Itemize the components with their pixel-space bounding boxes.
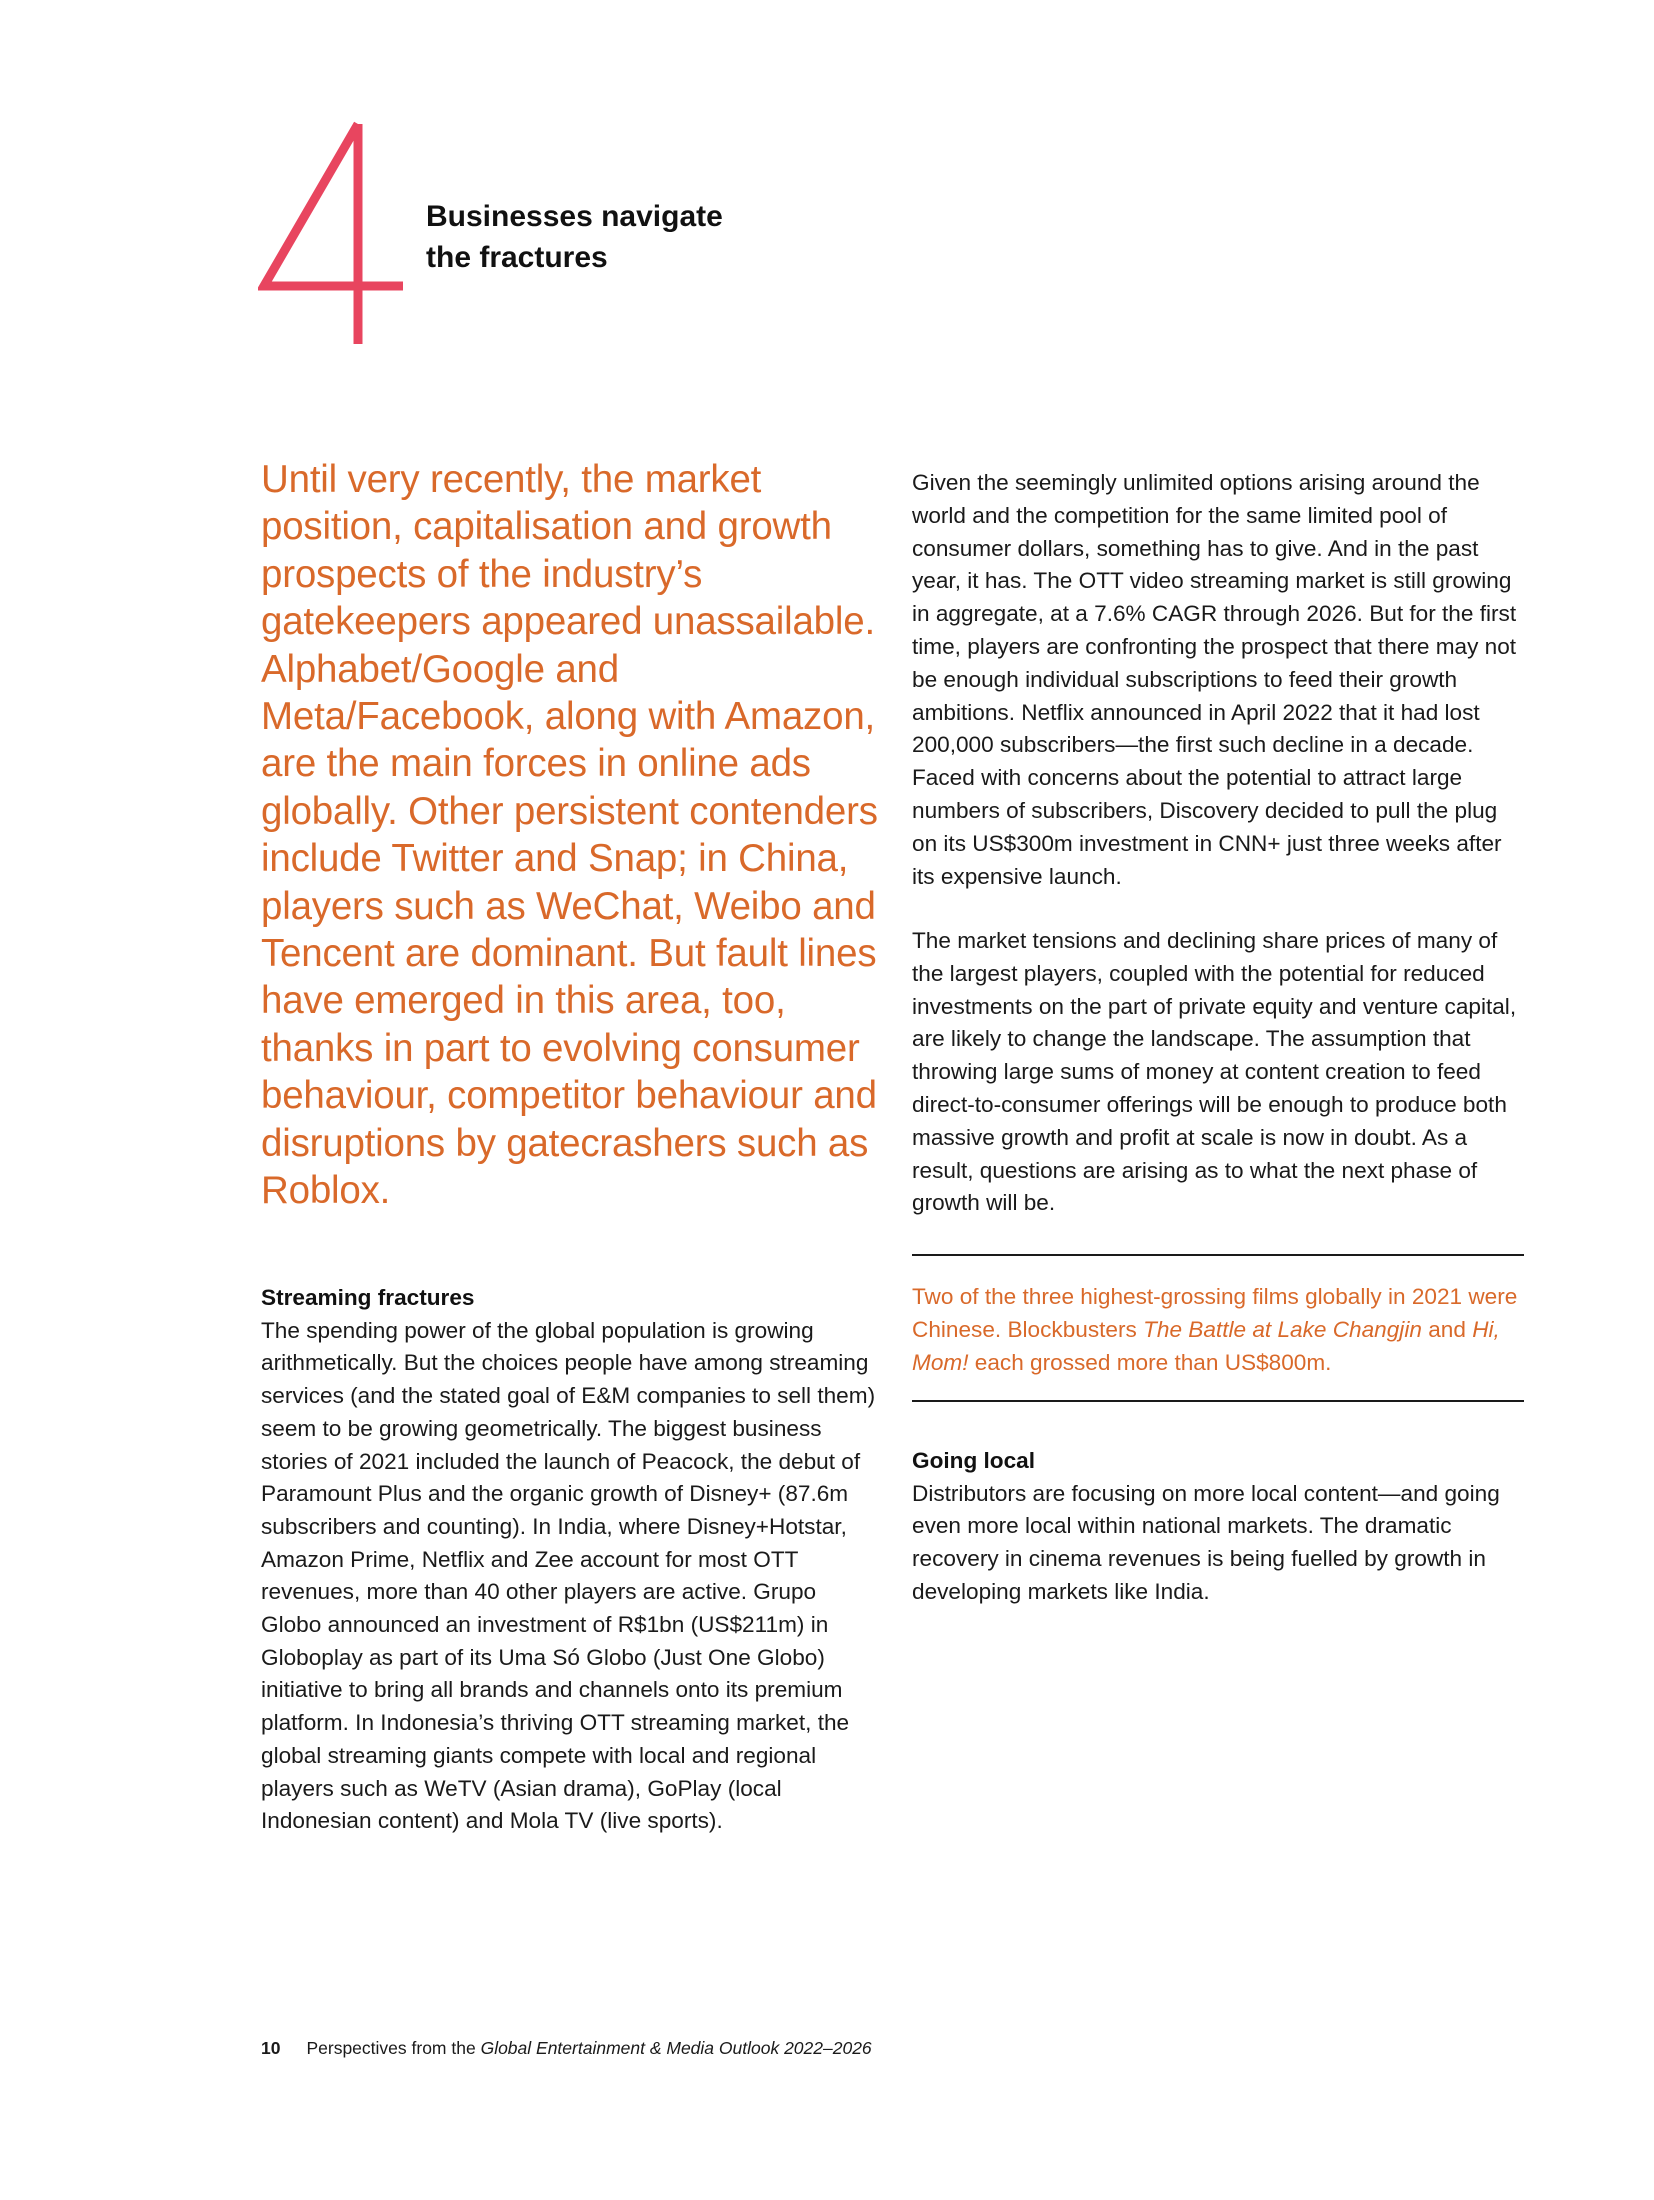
going-local-section	[912, 1445, 1524, 1609]
streaming-body: The spending power of the global population is growing arithmetically. But the choices people have among streaming services (and the stated goal of E&M companies to sell them) seem to be growing geometrically. The biggest business stories of 2021 included the launch of Peacock, the debut of Paramount Plus and the organic growth of Disney+ (87.6m subscribers and counting). In India, where Disney+Hotstar, Amazon Prime, Netflix and Zee account for most OTT revenues, more than 40 other players are active. Grupo Globo announced an investment of R$1bn (US$211m) in Globoplay as part of its Uma Só Globo (Just One Globo) initiative to bring all brands and channels onto its premium platform. In Indonesia’s thriving OTT streaming market, the global streaming giants compete with local and regional players such as WeTV (Asian drama), GoPlay (local Indonesian content) and Mola TV (live sports).	[261, 1317, 876, 1834]
callout-text-2: and	[1421, 1316, 1473, 1342]
right-paragraph-1: Given the seemingly unlimited options arising around the world and the competition for the same limited pool of consumer dollars, something has to give. And in the past year, it has. The OTT video streaming market is still growing in aggregate, at a 7.6% CAGR through 2026. But for the first time, players are confronting the prospect that there may not be enough individual subscriptions to feed their growth ambitions. Netflix announced in April 2022 that it had lost 200,000 subscribers—the first such decline in a decade. Faced with concerns about the potential to attract large numbers of subscribers, Discovery decided to pull the plug on its US$300m investment in CNN+ just three weeks after its expensive launch.	[912, 470, 1517, 889]
streaming-heading: Streaming fractures	[261, 1285, 475, 1310]
going-local-heading: Going local	[912, 1448, 1036, 1473]
chapter-title-line1: Businesses navigate	[426, 200, 723, 233]
callout-text-1: Two of the three highest-grossing films globally in 2021 were Chinese. Blockbusters	[912, 1284, 1518, 1342]
lead-paragraph: Until very recently, the market position, capitalisation and growth prospects of the industry’s gatekeepers appeared unassailable. Alphabet/Google and Meta/Facebook, along with Amazon, are the main forces in online ads globally. Other persistent contenders include Twitter and Snap; in China, players such as WeChat, Weibo and Tencent are dominant. But fault lines have emerged in this area, too, thanks in part to evolving consumer behaviour, competitor behaviour and disruptions by gatecrashers such as Roblox.	[261, 458, 878, 1213]
streaming-section	[261, 1282, 881, 1838]
callout-text-3: each grossed more than US$800m.	[968, 1349, 1332, 1375]
chapter-title-line2: the fractures	[426, 241, 608, 274]
page-footer	[261, 2038, 872, 2059]
chapter-title	[426, 196, 723, 278]
callout-quote	[912, 1281, 1524, 1379]
footer-prefix: Perspectives from the	[306, 2038, 481, 2058]
going-local-body: Distributors are focusing on more local content—and going even more local within national markets. The dramatic recovery in cinema revenues is being fuelled by growth in developing markets like India.	[912, 1480, 1500, 1604]
callout-film-title-2: Hi, Mom!	[912, 1316, 1500, 1375]
callout-top-rule	[912, 1254, 1524, 1256]
callout-bottom-rule	[912, 1400, 1524, 1402]
callout-film-title-1: The Battle at Lake Changjin	[1143, 1316, 1422, 1342]
page-number: 10	[261, 2038, 281, 2058]
chapter-number	[258, 118, 408, 348]
right-paragraph-2: The market tensions and declining share prices of many of the largest players, coupled with the potential for reduced investments on the part of private equity and venture capital, are likely to change the landscape. The assumption that throwing large sums of money at content creation to feed direct-to-consumer offerings will be enough to produce both massive growth and profit at scale is now in doubt. As a result, questions are arising as to what the next phase of growth will be.	[912, 928, 1517, 1216]
footer-publication: Global Entertainment & Media Outlook 2022–2026	[480, 2038, 872, 2058]
